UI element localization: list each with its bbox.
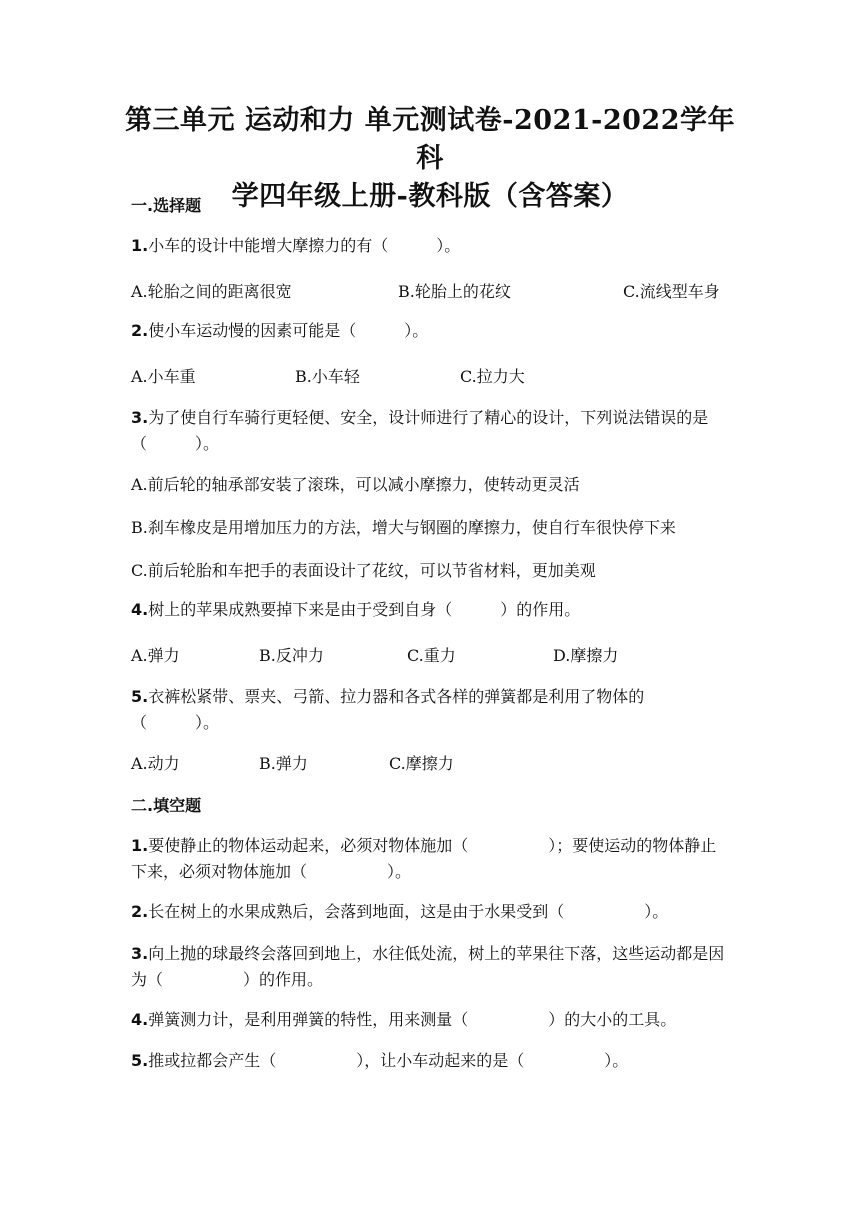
- exam-title: [120, 102, 740, 216]
- question-number: 2.: [131, 902, 149, 921]
- mc-option-3b: [131, 515, 731, 539]
- option-b: B.刹车橡皮是用增加压力的方法，增大与钢圈的摩擦力，使自行车很快停下来: [131, 518, 676, 537]
- option-b: B.反冲力: [259, 646, 324, 665]
- option-c: C.重力: [407, 646, 456, 665]
- option-c: C.前后轮胎和车把手的表面设计了花纹，可以节省材料，更加美观: [131, 561, 596, 580]
- option-b: B.轮胎上的花纹: [398, 282, 511, 301]
- question-number: 4.: [131, 600, 149, 619]
- option-a: A.轮胎之间的距离很宽: [131, 282, 292, 301]
- option-b: B.小车轻: [295, 367, 360, 386]
- question-number: 3.: [131, 408, 149, 427]
- question-text: 长在树上的水果成熟后，会落到地面，这是由于水果受到（ ）。: [148, 902, 669, 921]
- mc-question-4: [131, 597, 731, 623]
- question-number: 5.: [131, 687, 149, 706]
- option-a: A.动力: [131, 754, 180, 773]
- option-a: A.弹力: [131, 646, 180, 665]
- option-a: A.前后轮的轴承部安装了滚珠，可以减小摩擦力，使转动更灵活: [131, 475, 580, 494]
- question-text: 树上的苹果成熟要掉下来是由于受到自身（ ）的作用。: [148, 600, 581, 619]
- title-line-2: 学四年级上册-教科版（含答案）: [231, 181, 629, 212]
- question-number: 2.: [131, 321, 149, 340]
- fill-question-2: [131, 899, 731, 925]
- question-number: 1.: [131, 236, 149, 255]
- fill-question-3: [131, 941, 731, 993]
- mc-question-1: [131, 233, 731, 259]
- mc-question-3: [131, 405, 731, 457]
- question-text: 要使静止的物体运动起来，必须对物体施加（ ）；要使运动的物体静止下来，必须对物体施加（ ）。: [131, 836, 717, 881]
- section-fill-heading: 二.填空题: [131, 796, 202, 815]
- question-text: 使小车运动慢的因素可能是（ ）。: [148, 321, 429, 340]
- fill-question-1: [131, 833, 731, 885]
- mc-option-3a: [131, 472, 731, 496]
- question-text: 向上抛的球最终会落回到地上，水往低处流，树上的苹果往下落，这些运动都是因为（ ）的作用。: [131, 944, 725, 989]
- mc-options-1: [131, 279, 731, 303]
- question-number: 3.: [131, 944, 149, 963]
- mc-options-4: [131, 643, 731, 667]
- option-b: B.弹力: [259, 754, 308, 773]
- mc-option-3c: [131, 558, 731, 582]
- option-c: C.摩擦力: [389, 754, 454, 773]
- question-number: 4.: [131, 1010, 149, 1029]
- mc-options-5: [131, 751, 731, 775]
- question-text: 衣裤松紧带、票夹、弓箭、拉力器和各式各样的弹簧都是利用了物体的（ ）。: [131, 687, 645, 732]
- fill-question-5: [131, 1048, 731, 1074]
- question-text: 弹簧测力计，是利用弹簧的特性，用来测量（ ）的大小的工具。: [148, 1010, 677, 1029]
- option-d: D.摩擦力: [553, 646, 619, 665]
- question-number: 5.: [131, 1051, 149, 1070]
- mc-options-2: [131, 364, 731, 388]
- question-text: 推或拉都会产生（ ），让小车动起来的是（ ）。: [148, 1051, 629, 1070]
- mc-question-5: [131, 684, 731, 736]
- option-c: C.流线型车身: [623, 282, 720, 301]
- question-number: 1.: [131, 836, 149, 855]
- question-text: 为了使自行车骑行更轻便、安全，设计师进行了精心的设计，下列说法错误的是（ ）。: [131, 408, 709, 453]
- fill-question-4: [131, 1007, 731, 1033]
- option-c: C.拉力大: [460, 367, 525, 386]
- section-choice-heading: 一.选择题: [131, 196, 202, 215]
- question-text: 小车的设计中能增大摩擦力的有（ ）。: [148, 236, 461, 255]
- mc-question-2: [131, 318, 731, 344]
- title-line-1: 第三单元 运动和力 单元测试卷-2021-2022学年科: [124, 105, 735, 174]
- option-a: A.小车重: [131, 367, 196, 386]
